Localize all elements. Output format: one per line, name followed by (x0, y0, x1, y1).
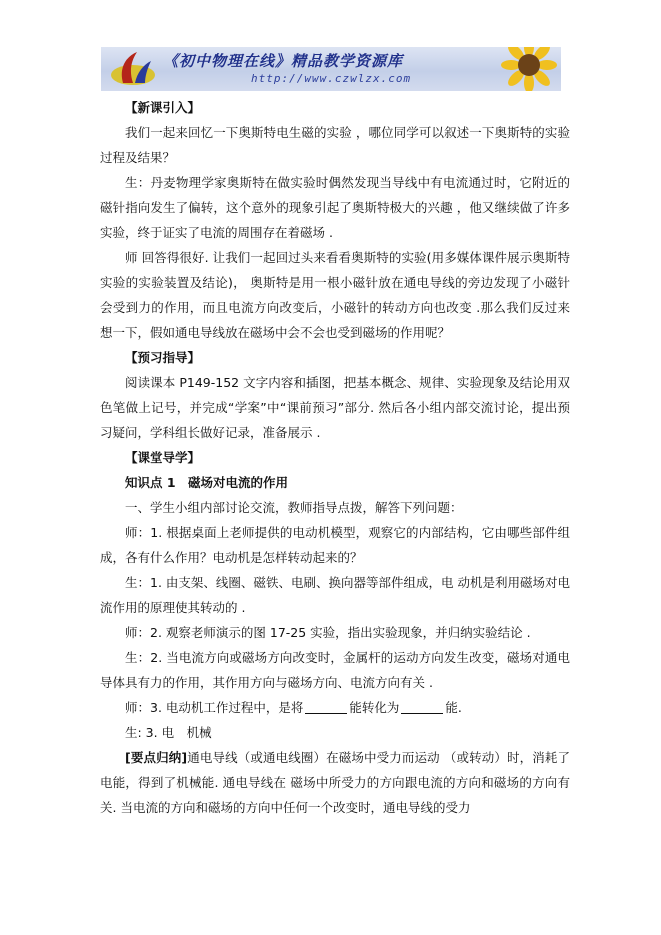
section-heading-classroom: 【课堂导学】 (125, 450, 201, 465)
paragraph-preview-guide: 阅读课本 P149-152 文字内容和插图，把基本概念、规律、实验现象及结论用双色笔做上记号，并完成“学案”中“课前预习”部分. 然后各小组内部交流讨论，提出预习疑问，学科组长做好记录，准备展示 . (100, 375, 570, 440)
summary-paragraph (100, 745, 570, 820)
paragraph-oersted-answer: 生：丹麦物理学家奥斯特在做实验时偶然发现当导线中有电流通过时，它附近的磁针指向发生了偏转，这个意外的现象引起了奥斯特极大的兴趣 ，他又继续做了许多实验，终于证实了电流的周围存在着磁场 . (100, 175, 570, 240)
answer-blank (305, 699, 347, 714)
question-3-part-b: 能转化为 (349, 700, 400, 715)
document-body (100, 95, 570, 820)
student-answer-2: 生：2. 当电流方向或磁场方向改变时，金属杆的运动方向发生改变，磁场对通电导体具有力的作用，其作用方向与磁场方向、电流方向有关 . (100, 650, 570, 690)
question-3-part-c: 能. (445, 700, 462, 715)
student-answer-3: 生: 3. 电 机械 (125, 725, 212, 740)
section-heading-new-lesson: 【新课引入】 (125, 100, 201, 115)
teacher-question-3 (100, 695, 570, 720)
banner-url: http://www.czwlzx.com (251, 72, 412, 85)
qa-intro: 一、学生小组内部讨论交流，教师指导点拨，解答下列问题： (125, 500, 463, 515)
site-logo-icon (105, 49, 161, 89)
teacher-question-2: 师：2. 观察老师演示的图 17-25 实验，指出实验现象，并归纳实验结论 . (125, 625, 531, 640)
banner-title: 《初中物理在线》精品教学资源库 (163, 52, 404, 70)
paragraph-intro: 我们一起来回忆一下奥斯特电生磁的实验 ，哪位同学可以叙述一下奥斯特的实验过程及结果？ (100, 125, 570, 165)
knowledge-point-title: 知识点 1 磁场对电流的作用 (125, 475, 289, 490)
section-heading-preview: 【预习指导】 (125, 350, 201, 365)
summary-text: 通电导线（或通电线圈）在磁场中受力而运动 （或转动）时，消耗了电能，得到了机械能. 通电导线在 磁场中所受力的方向跟电流的方向和磁场的方向有关. 当电流的方向和磁场的方向中任何一个改变时，通电导线的受力 (100, 750, 570, 815)
teacher-question-1: 师：1. 根据桌面上老师提供的电动机模型，观察它的内部结构，它由哪些部件组成，各有什么作用？电动机是怎样转动起来的？ (100, 525, 570, 565)
summary-label: [要点归纳] (125, 750, 188, 765)
student-answer-1: 生：1. 由支架、线圈、磁铁、电刷、换向器等部件组成，电 动机是利用磁场对电流作用的原理使其转动的 . (100, 575, 570, 615)
paragraph-teacher-question: 师 回答得很好. 让我们一起回过头来看看奥斯特的实验(用多媒体课件展示奥斯特实验的实验装置及结论)， 奥斯特是用一根小磁针放在通电导线的旁边发现了小磁针会受到力的作用，而且电流方向改变后，小磁针的转动方向也改变 .那么我们反过来想一下，假如通电导线放在磁场中会不会也受到磁场的作用呢？ (100, 250, 570, 340)
sunflower-icon (491, 47, 561, 91)
question-3-part-a: 师：3. 电动机工作过程中，是将 (125, 700, 304, 715)
header-banner (101, 47, 561, 91)
answer-blank (401, 699, 443, 714)
